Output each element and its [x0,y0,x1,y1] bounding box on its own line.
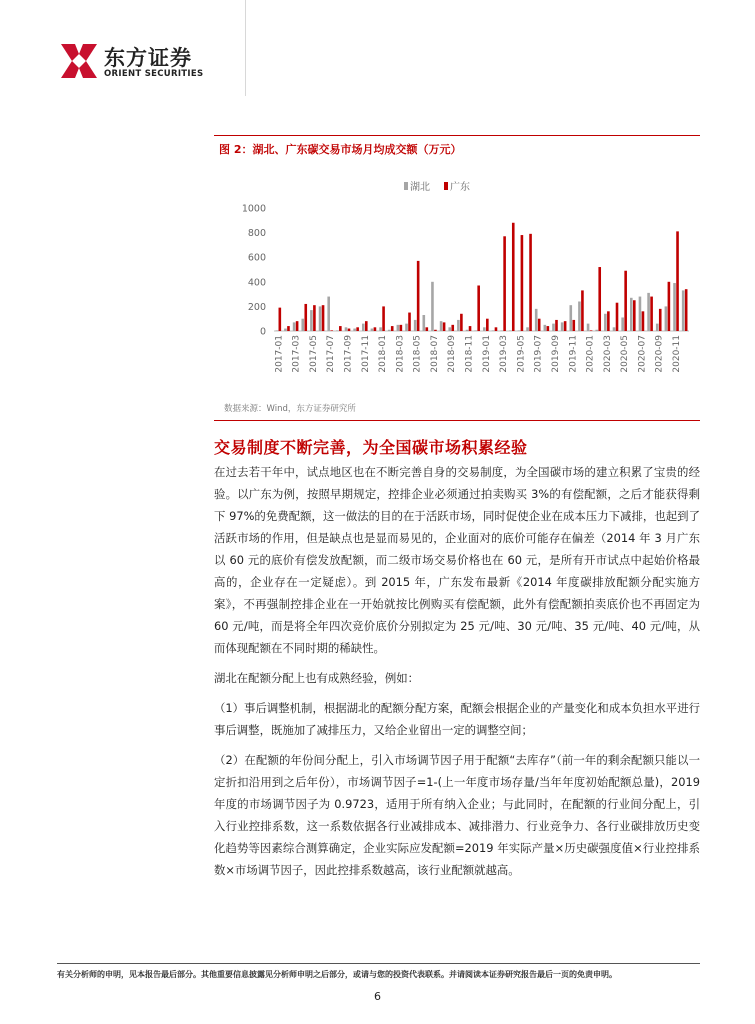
bar-guangdong [590,330,593,331]
bar-guangdong [616,303,619,331]
y-tick-label: 200 [247,301,266,313]
bar-guangdong [598,267,601,331]
bar-guangdong [391,326,394,331]
bar-guangdong [503,236,506,331]
x-tick-label: 2018-09 [447,335,458,373]
bar-guangdong [451,325,454,331]
bar-hubei [327,297,330,331]
body-text [214,461,700,881]
bar-hubei [431,282,434,331]
bar-guangdong [400,325,403,331]
bar-hubei [569,305,572,331]
logo-mark-icon [57,40,101,82]
bar-guangdong [408,313,411,331]
bar-hubei [578,301,581,331]
bar-chart [214,170,700,400]
bar-hubei [414,320,417,331]
figure-top-rule [214,135,700,136]
bar-hubei [552,324,555,331]
bar-guangdong [469,326,472,331]
paragraph: （1）事后调整机制，根据湖北的配额分配方案，配额会根据企业的产量变化和成本负担水平进行事后调整，既施加了减排压力，又给企业留出一定的调整空间； [214,701,700,737]
bar-guangdong [495,327,498,331]
bar-hubei [310,310,313,331]
bar-hubei [336,330,339,331]
x-tick-label: 2019-09 [550,335,561,373]
paragraph: 在过去若干年中，试点地区也在不断完善自身的交易制度，为全国碳市场的建立积累了宝贵的经验。以广东为例，按照早期规定，控排企业必须通过拍卖购买 3%的有偿配额，之后才能获得剩下 97%的免费配额，这一做法的目的在于活跃市场，同时促使企业在成本压力下减排，也起到了活跃市场的作用，但是缺点也是显而易见的，企业面对的底价可能存在偏差（2014 年 3 月广东以 60 元的底价有偿发放配额，而二级市场交易价格也在 60 元，是所有开市试点中起始价格最高的，企业存在一定疑虑）。到 2015 年，广东发布最新《2014 年度碳排放配额分配实施方案》，不再强制控排企业在一开始就按比例购买有偿配额，此外有偿配额拍卖底价也不再固定为 60 元/吨，而是将全年四次竞价底价分别拟定为 25 元/吨、30 元/吨、35 元/吨、40 元/吨，从而体现配额在不同时期的稀缺性。 [214,465,700,655]
bar-hubei [371,329,374,331]
y-tick-label: 600 [247,252,266,264]
bar-hubei [647,293,650,331]
x-tick-label: 2020-05 [620,335,631,373]
x-tick-label: 2019-07 [533,335,544,373]
bar-guangdong [633,300,636,331]
bar-guangdong [572,320,575,331]
bar-hubei [604,314,607,331]
legend-label: 湖北 [410,182,430,193]
section-title: 交易制度不断完善，为全国碳市场积累经验 [214,438,528,457]
bar-guangdong [339,326,342,331]
x-tick-label: 2017-03 [291,335,302,373]
bar-guangdong [581,290,584,331]
bar-guangdong [426,327,429,331]
paragraph: 湖北在配额分配上也有成熟经验，例如： [214,671,420,685]
bar-guangdong [374,327,377,331]
bar-hubei [483,327,486,331]
bar-hubei [362,324,365,331]
bar-hubei [457,320,460,331]
x-tick-label: 2018-03 [395,335,406,373]
bar-hubei [613,327,616,331]
legend-swatch [444,182,448,190]
bar-hubei [518,330,521,331]
x-tick-label: 2020-11 [672,335,683,373]
bar-hubei [535,309,538,331]
x-tick-label: 2017-01 [274,335,285,373]
bar-guangdong [382,306,385,331]
x-tick-label: 2018-07 [429,335,440,373]
bar-guangdong [624,271,627,331]
bar-hubei [301,319,304,331]
bar-guangdong [547,326,550,331]
bar-hubei [639,297,642,331]
y-tick-label: 400 [247,277,266,289]
bar-guangdong [304,304,307,331]
bar-hubei [656,324,659,331]
bar-guangdong [529,234,532,331]
bar-guangdong [330,330,333,331]
x-tick-label: 2020-03 [602,335,613,373]
x-tick-label: 2017-09 [343,335,354,373]
bar-hubei [379,327,382,331]
x-tick-label: 2019-01 [481,335,492,373]
bar-guangdong [685,289,688,331]
x-tick-label: 2017-05 [308,335,319,373]
bar-hubei [440,321,443,331]
page-number: 6 [374,990,381,1003]
footer-rule [57,963,700,964]
chart-svg [214,170,700,400]
bar-hubei [500,330,503,331]
bar-guangdong [434,330,437,331]
logo-english-name: ORIENT SECURITIES [104,69,204,79]
bar-guangdong [322,305,325,331]
bar-guangdong [365,321,368,331]
bar-guangdong [668,282,671,331]
bar-hubei [276,330,279,331]
x-tick-label: 2019-05 [516,335,527,373]
bar-guangdong [486,319,489,331]
bar-guangdong [417,261,420,331]
bar-hubei [682,290,685,331]
bar-hubei [621,317,624,331]
bar-hubei [595,330,598,331]
bar-hubei [284,329,287,331]
header-divider [245,0,246,96]
bar-guangdong [555,320,558,331]
bar-hubei [388,330,391,331]
figure-bottom-rule [214,420,700,421]
bar-hubei [587,324,590,331]
bar-hubei [405,324,408,331]
bar-hubei [397,325,400,331]
paragraph: （2）在配额的年份间分配上，引入市场调节因子用于配额“去库存”（前一年的剩余配额只能以一定折扣沿用到之后年份），市场调节因子=1-(上一年度市场存量/当年年度初始配额总量)，2019 年度的市场调节因子为 0.9723，适用于所有纳入企业；与此同时，在配额的行业间分配上，引入行业控排系数，这一系数依据各行业减排成本、减排潜力、行业竞争力、各行业碳排放历史变化趋势等因素综合测算确定，企业实际应发配额=2019 年实际产量×历史碳强度值×行业控排系数×市场调节因子，因此控排系数越高，该行业配额就越高。 [214,753,700,877]
bar-hubei [345,327,348,331]
figure-source: 数据来源：Wind，东方证券研究所 [224,404,356,414]
x-tick-label: 2020-09 [654,335,665,373]
x-tick-label: 2019-03 [499,335,510,373]
footer-disclaimer: 有关分析师的申明，见本报告最后部分。其他重要信息披露见分析师申明之后部分，或请与您的投资代表联系。并请阅读本证券研究报告最后一页的免责申明。 [57,970,617,979]
y-tick-label: 800 [247,228,266,240]
bar-hubei [673,283,676,331]
bar-guangdong [477,285,480,331]
x-tick-label: 2019-11 [568,335,579,373]
bar-guangdong [659,309,662,331]
bar-hubei [353,329,356,331]
legend-swatch [404,182,408,190]
x-tick-label: 2020-07 [637,335,648,373]
x-tick-label: 2018-01 [378,335,389,373]
bar-hubei [665,306,668,331]
company-logo [57,40,207,82]
x-tick-label: 2017-07 [326,335,337,373]
bar-guangdong [642,311,645,331]
bar-hubei [293,322,296,331]
bar-hubei [526,327,529,331]
bar-guangdong [538,319,541,331]
bar-guangdong [607,311,610,331]
bar-hubei [509,330,512,331]
figure-title: 图 2：湖北、广东碳交易市场月均成交额（万元） [219,143,462,156]
bar-guangdong [564,321,567,331]
x-tick-label: 2020-01 [585,335,596,373]
bar-guangdong [460,314,463,331]
y-tick-label: 1000 [241,203,266,215]
bar-hubei [561,322,564,331]
x-tick-label: 2018-05 [412,335,423,373]
bar-guangdong [512,223,515,331]
bar-hubei [423,315,426,331]
bar-guangdong [313,305,316,331]
logo-chinese-name: 东方证券 [104,46,192,70]
bar-hubei [319,306,322,331]
bar-hubei [544,325,547,331]
bar-guangdong [356,327,359,331]
bar-guangdong [287,326,290,331]
bar-guangdong [650,297,653,331]
bar-guangdong [521,235,524,331]
bar-hubei [466,330,469,331]
bar-hubei [630,298,633,331]
bar-guangdong [676,231,679,331]
bar-hubei [474,330,477,331]
x-tick-label: 2017-11 [360,335,371,373]
bar-guangdong [348,329,351,331]
bar-hubei [492,330,495,331]
y-tick-label: 0 [259,326,266,338]
bar-hubei [448,327,451,331]
bar-guangdong [443,322,446,331]
bar-guangdong [296,321,299,331]
legend-label: 广东 [450,182,470,193]
x-tick-label: 2018-11 [464,335,475,373]
bar-guangdong [279,308,282,331]
